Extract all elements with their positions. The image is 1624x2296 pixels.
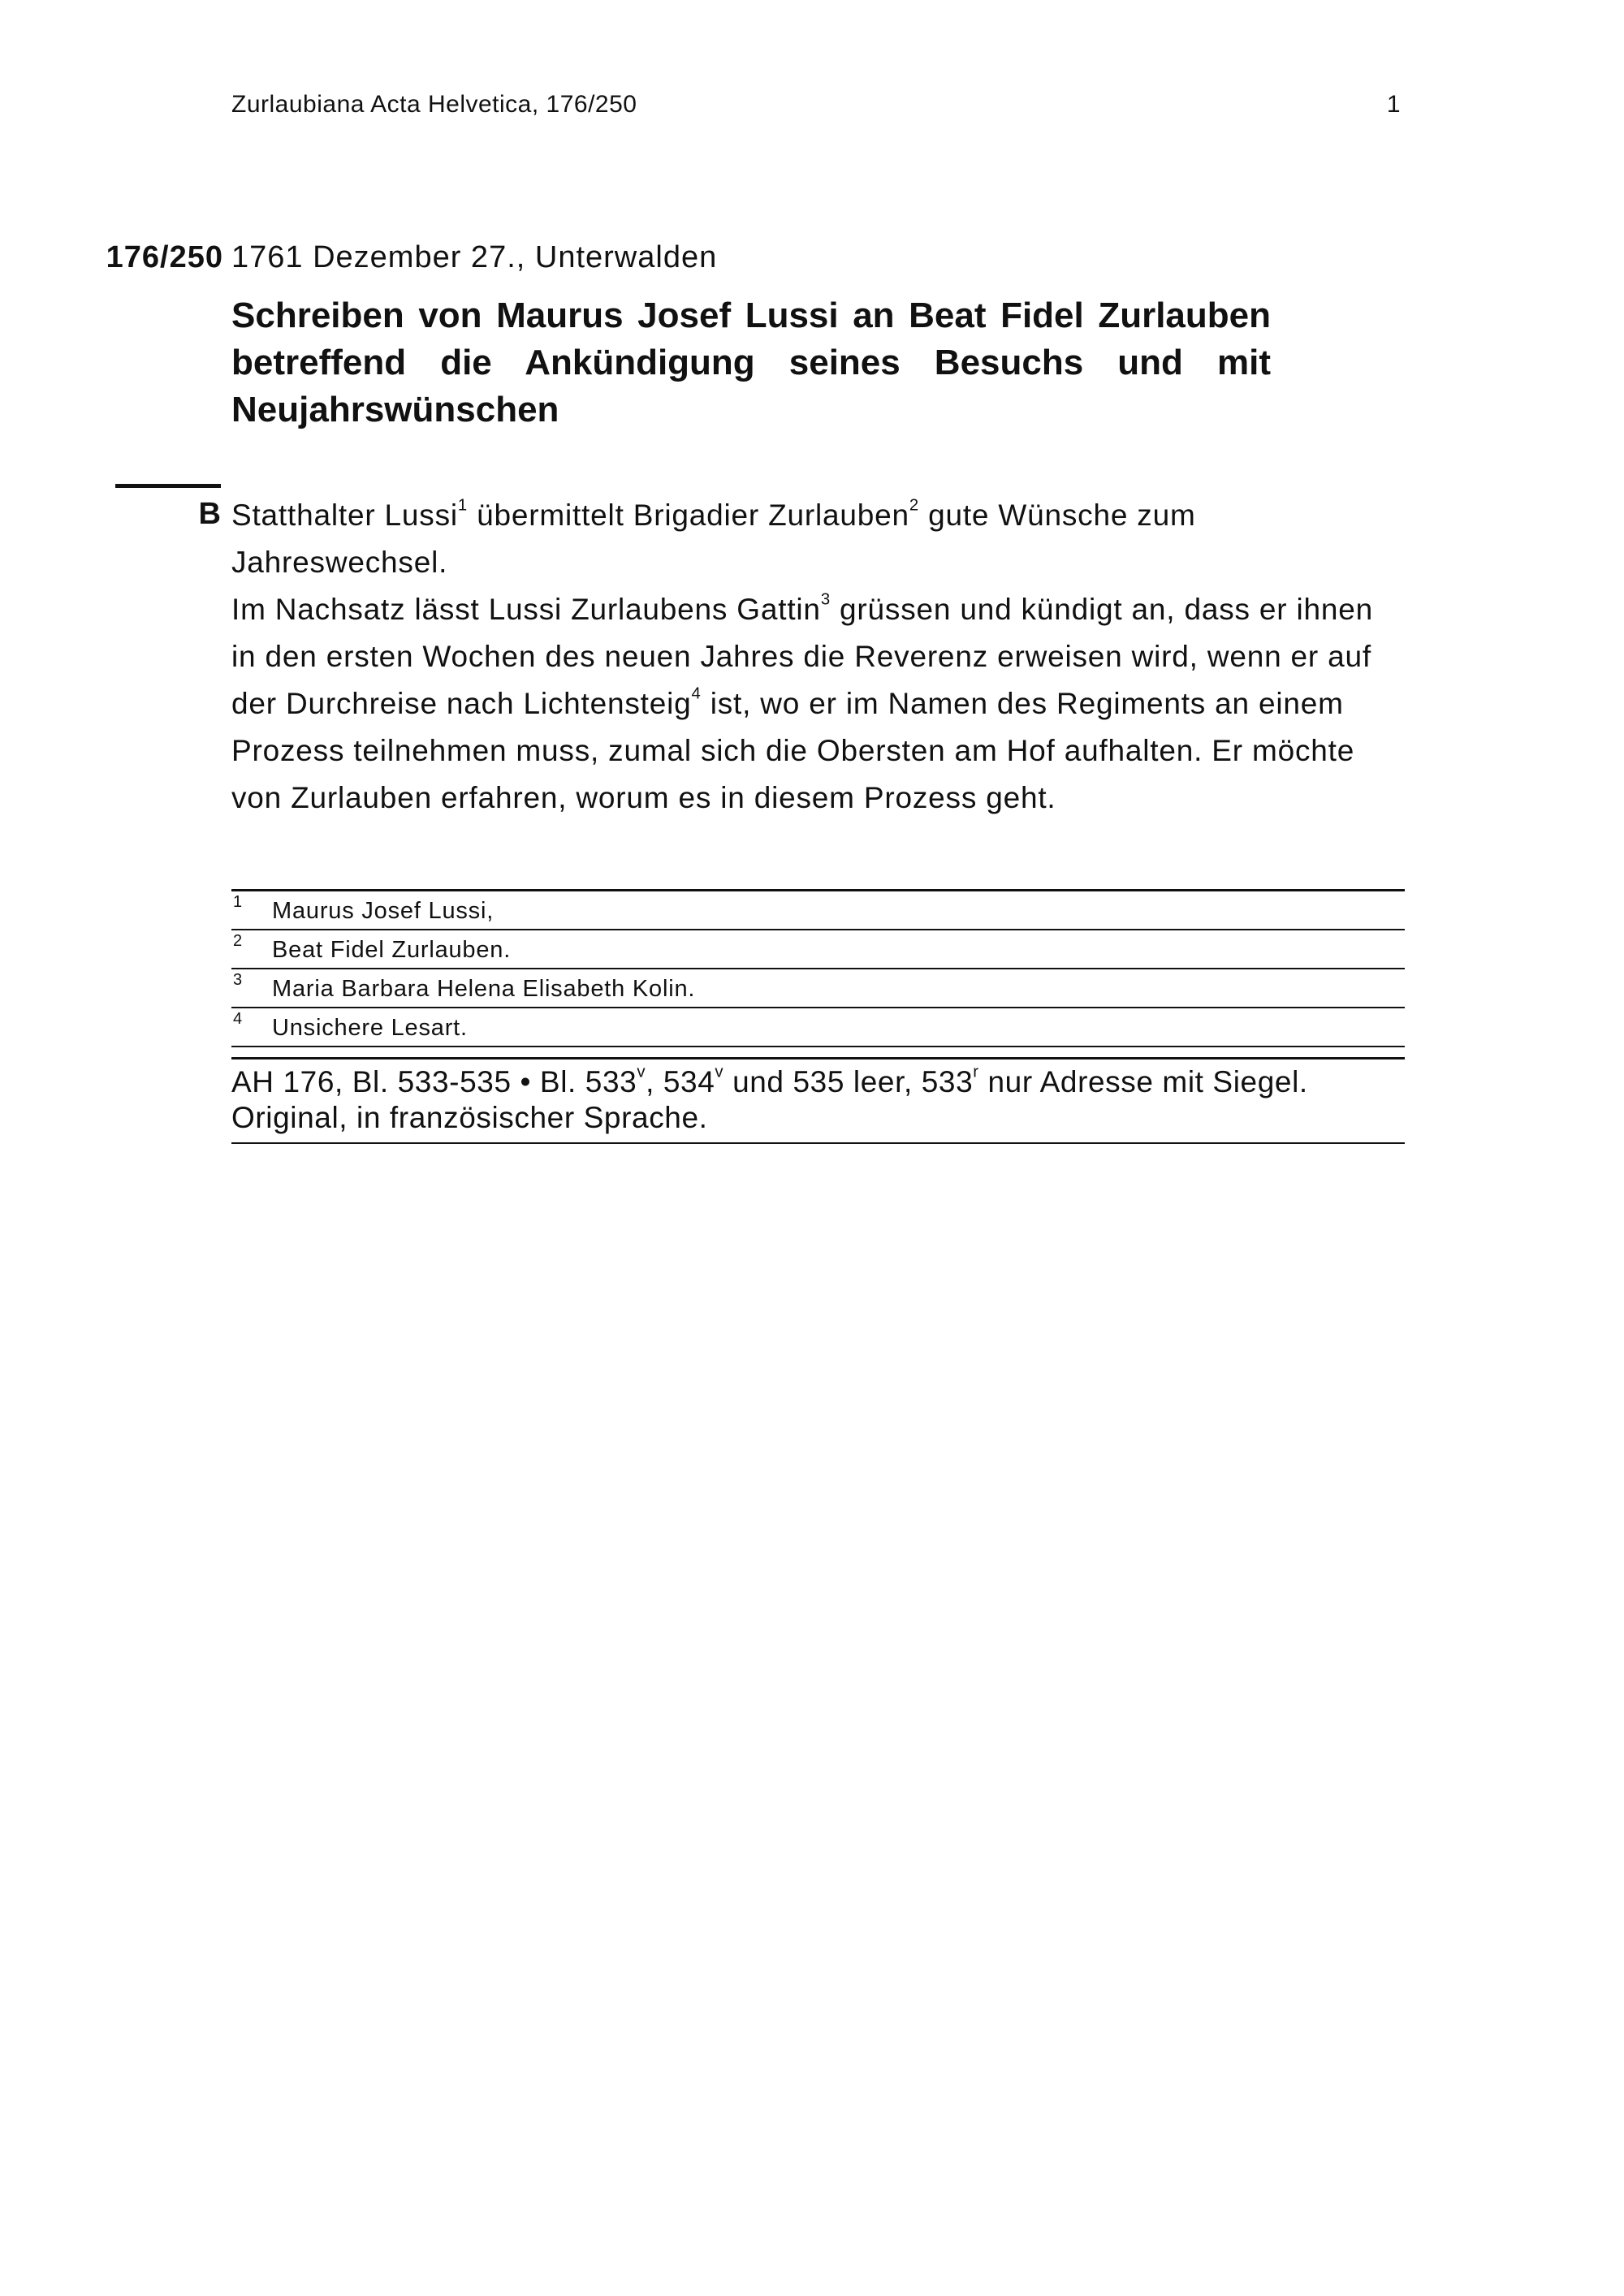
footnote-ref-1[interactable]: 1 <box>457 496 469 515</box>
running-head <box>231 91 1401 119</box>
footnote <box>231 969 1405 1008</box>
footnotes <box>231 889 1405 1047</box>
document-number: 176/250 <box>106 240 223 274</box>
footnote-number: 2 <box>233 932 243 950</box>
section-mark: B <box>198 497 221 531</box>
document-date-place: 1761 Dezember 27., Unterwalden <box>231 240 718 274</box>
footnote-text: Unsichere Lesart. <box>272 1015 468 1041</box>
footnote-number: 4 <box>233 1010 243 1028</box>
source-reference <box>231 1057 1405 1144</box>
footnote-ref-2[interactable]: 2 <box>909 496 920 515</box>
footnote-number: 1 <box>233 893 243 911</box>
source-line-2: Original, in französischer Sprache. <box>231 1101 708 1134</box>
summary-paragraph-2: Im Nachsatz lässt Lussi Zurlaubens Gattin$^3$ grüssen und kündigt an, dass er ihnen in den ersten Wochen des neuen Jahres die Reverenz erweisen wird, wenn er auf der Durchreise nach Lichtensteig$^4$ ist, wo er im Namen des Regiments an einem Prozess teilnehmen muss, zumal sich die Obersten am Hof aufhalten. Er möchte von Zurlauben erfahren, worum es in diesem Prozess geht. <box>231 590 1373 814</box>
footnote-ref-3[interactable]: 3 <box>820 590 831 609</box>
running-head-title: Zurlaubiana Acta Helvetica, 176/250 <box>231 91 637 118</box>
footnote-ref-4[interactable]: 4 <box>691 684 702 703</box>
footnote-text: Beat Fidel Zurlauben. <box>272 937 512 963</box>
page-number: 1 <box>1386 91 1401 118</box>
footnote <box>231 891 1405 930</box>
footnote-text: Maria Barbara Helena Elisabeth Kolin. <box>272 976 696 1002</box>
footnote <box>231 1008 1405 1047</box>
summary-paragraph-1: Statthalter Lussi$^1$ übermittelt Brigadier Zurlauben$^2$ gute Wünsche zum Jahreswechsel. <box>231 496 1196 579</box>
source-line-1: AH 176, Bl. 533-535 • Bl. 533$^v$, 534$^v$ und 535 leer, 533$^r$ nur Adresse mit Siegel. <box>231 1063 1308 1098</box>
footnote <box>231 930 1405 969</box>
document-title: Schreiben von Maurus Josef Lussi an Beat Fidel Zurlauben betreffend die Ankündigung seines Besuchs und mit Neujahrswünschen <box>231 296 1271 429</box>
summary <box>231 492 1401 822</box>
section-rule <box>115 484 221 488</box>
footnote-text: Maurus Josef Lussi, <box>272 898 495 924</box>
footnote-number: 3 <box>233 971 243 989</box>
